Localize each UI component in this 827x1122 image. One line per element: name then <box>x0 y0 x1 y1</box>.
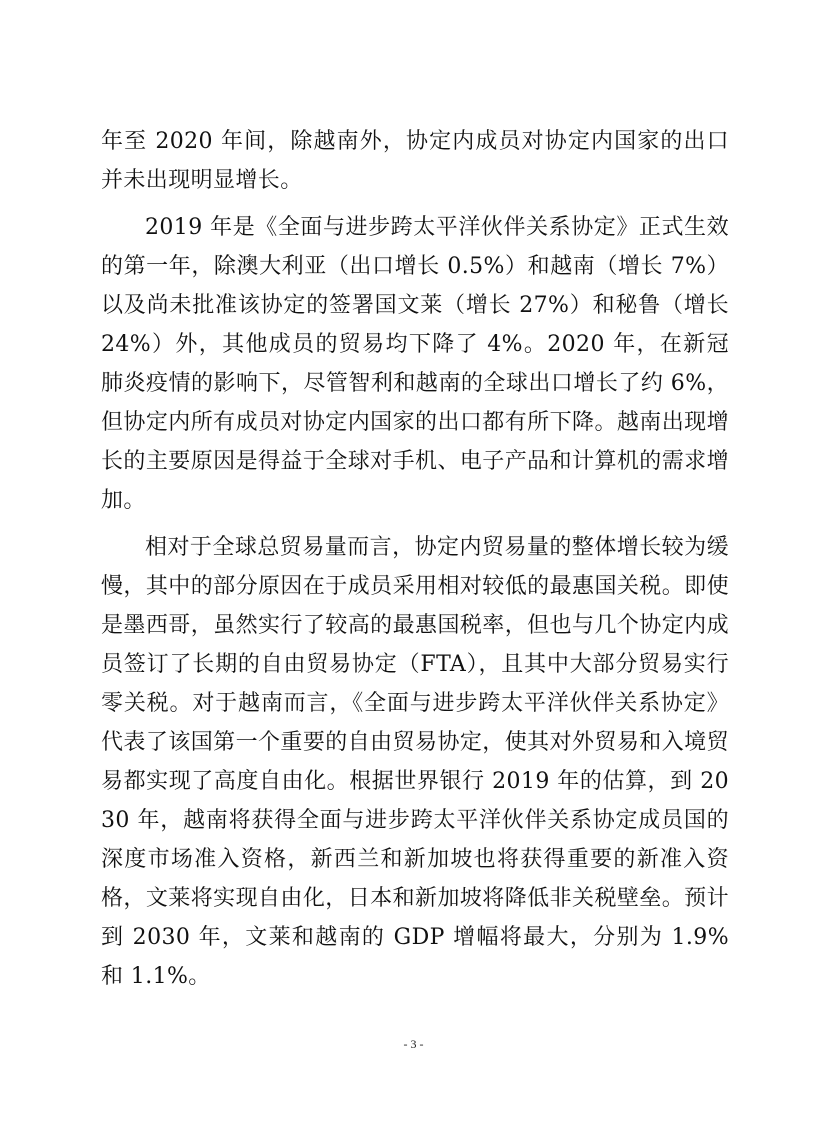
paragraph-intra-agreement-trade: 相对于全球总贸易量而言，协定内贸易量的整体增长较为缓慢，其中的部分原因在于成员采用相对较低的最惠国关税。即使是墨西哥，虽然实行了较高的最惠国税率，但也与几个协定内成员签订了长期的自由贸易协定（FTA），且其中大部分贸易实行零关税。对于越南而言，《全面与进步跨太平洋伙伴关系协定》代表了该国第一个重要的自由贸易协定，使其对外贸易和入境贸易都实现了高度自由化。根据世界银行 2019 年的估算，到 2030 年，越南将获得全面与进步跨太平洋伙伴关系协定成员国的深度市场准入资格，新西兰和新加坡也将获得重要的新准入资格，文莱将实现自由化，日本和新加坡将降低非关税壁垒。预计到 2030 年，文莱和越南的 GDP 增幅将最大，分别为 1.9%和 1.1%。 <box>101 535 729 989</box>
paragraph-2019-trade: 2019 年是《全面与进步跨太平洋伙伴关系协定》正式生效的第一年，除澳大利亚（出口增长 0.5%）和越南（增长 7%）以及尚未批准该协定的签署国文莱（增长 27%）和秘鲁（增长 24%）外，其他成员的贸易均下降了 4%。2020 年，在新冠肺炎疫情的影响下，尽管智利和越南的全球出口增长了约 6%，但协定内所有成员对协定内国家的出口都有所下降。越南出现增长的主要原因是得益于全球对手机、电子产品和计算机的需求增加。 <box>101 215 729 513</box>
page-number: - 3 - <box>403 1037 424 1051</box>
paragraph-continuation: 年至 2020 年间，除越南外，协定内成员对协定内国家的出口并未出现明显增长。 <box>101 129 729 193</box>
body-text <box>101 122 729 1004</box>
